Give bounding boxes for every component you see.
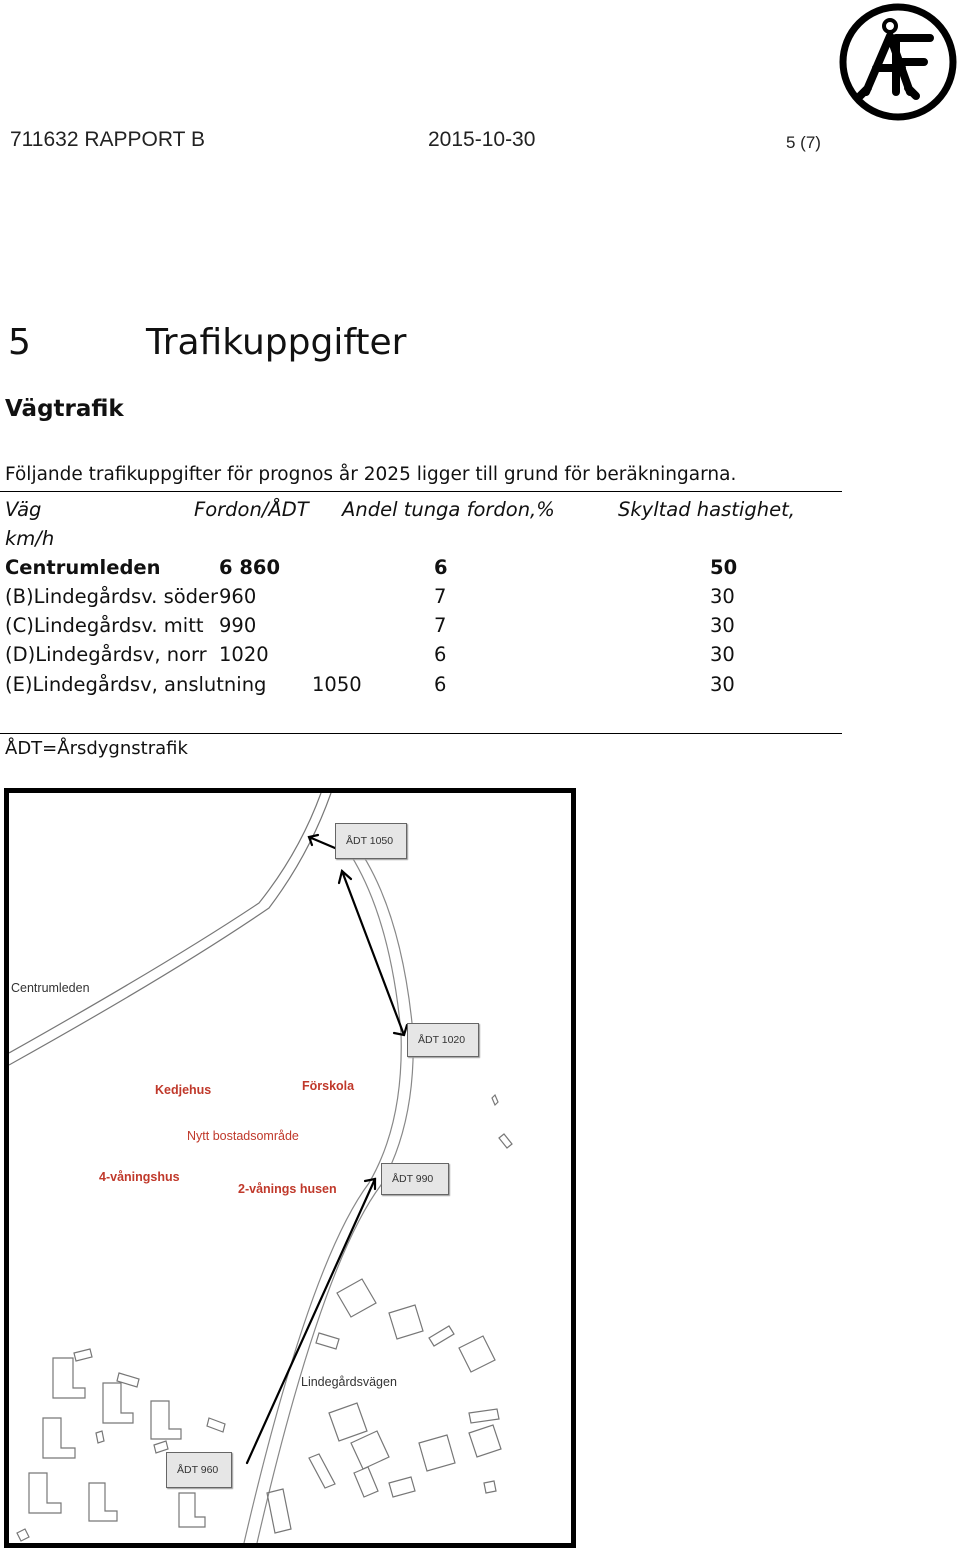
map-label-nytt-bostadsomrade: Nytt bostadsområde [187,1129,299,1143]
row-heavy: 7 [434,614,447,637]
row-adt: 1050 [312,673,362,696]
row-heavy: 6 [434,643,447,666]
map-label-4-vaningshus: 4-våningshus [99,1170,180,1184]
row-speed: 30 [710,614,735,637]
af-logo-icon [838,2,958,122]
adt-box-b: ÅDT 960 [166,1452,232,1488]
row-heavy: 7 [434,585,447,608]
table-bottom-rule [0,733,842,734]
map-label-2-vanings-husen: 2-vånings husen [238,1182,337,1196]
row-heavy: 6 [434,556,448,579]
map-label-centrumleden: Centrumleden [11,981,90,995]
header-road: Väg [5,498,42,521]
traffic-map [4,788,576,1548]
row-speed: 30 [710,585,735,608]
row-road: (E)Lindegårdsv, anslutning [5,673,267,696]
row-adt: 990 [219,614,257,637]
table-top-rule [0,491,842,492]
table-note: ÅDT=Årsdygnstrafik [5,738,188,759]
row-adt: 960 [219,585,257,608]
page-number: 5 (7) [786,133,821,152]
section-number: 5 [8,322,31,363]
row-adt: 1020 [219,643,269,666]
subheading: Vägtrafik [5,396,124,422]
map-drawing [9,793,571,1543]
map-label-lindegardsvagen: Lindegårdsvägen [301,1375,397,1389]
report-id: 711632 RAPPORT B [10,128,205,151]
row-heavy: 6 [434,673,447,696]
row-road: (D)Lindegårdsv, norr [5,643,207,666]
section-title: Trafikuppgifter [146,322,407,363]
header-heavy: Andel tunga fordon,% [342,498,555,521]
row-adt: 6 860 [219,556,281,579]
row-road: (B)Lindegårdsv. söder [5,585,219,608]
map-label-kedjehus: Kedjehus [155,1083,212,1097]
row-speed: 50 [710,556,738,579]
header-speed: Skyltad hastighet, [618,498,795,521]
intro-text: Följande trafikuppgifter för prognos år 2025 ligger till grund för beräkningarna. [5,464,737,485]
adt-box-e: ÅDT 1050 [335,823,407,859]
row-road: (C)Lindegårdsv. mitt [5,614,204,637]
row-speed: 30 [710,673,735,696]
adt-box-d: ÅDT 1020 [407,1023,479,1057]
header-unit: km/h [5,527,55,550]
report-date: 2015-10-30 [428,128,536,151]
header-adt: Fordon/ÅDT [194,498,309,521]
row-road: Centrumleden [5,556,161,579]
map-label-forskola: Förskola [302,1079,355,1093]
row-speed: 30 [710,643,735,666]
adt-box-c: ÅDT 990 [381,1163,449,1195]
